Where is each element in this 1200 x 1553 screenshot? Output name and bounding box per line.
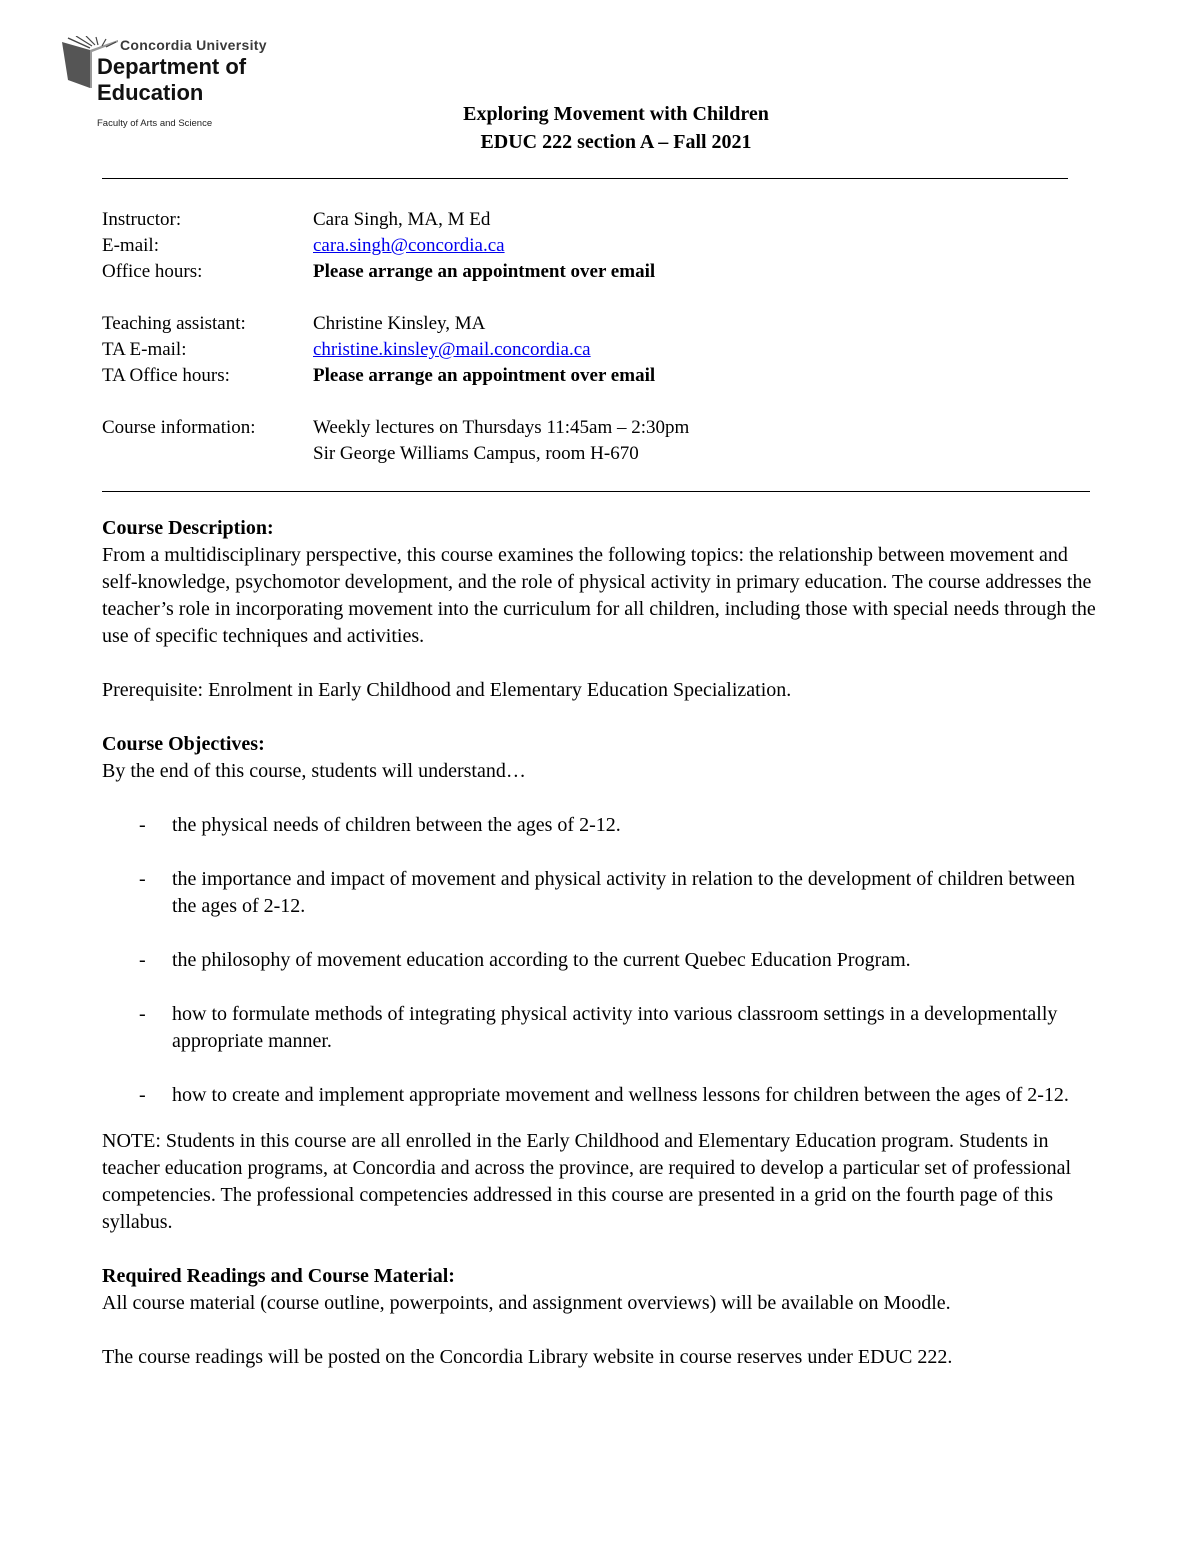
ta-email-label: TA E-mail: (102, 339, 187, 360)
office-hours-label: Office hours: (102, 261, 203, 282)
ta-email-link[interactable]: christine.kinsley@mail.concordia.ca (313, 339, 591, 360)
instructor-value: Cara Singh, MA, M Ed (313, 209, 491, 230)
course-info-schedule: Weekly lectures on Thursdays 11:45am – 2:30pm (313, 417, 690, 438)
objective-item (102, 812, 1102, 839)
course-description-text: From a multidisciplinary perspective, this course examines the following topics: the relationship between movement and self-knowledge, psychomotor development, and the role of physical activity in primary education. The course addresses the teacher’s role in incorporating movement into the curriculum for all children, including those with special needs through the use of specific techniques and activities. (102, 544, 1096, 647)
objective-item (102, 866, 1102, 920)
course-subtitle: EDUC 222 section A – Fall 2021 (480, 131, 752, 153)
objective-text: the philosophy of movement education according to the current Quebec Education Program. (172, 949, 911, 971)
ta-office-hours-label: TA Office hours: (102, 365, 230, 386)
prerequisite-text: Prerequisite: Enrolment in Early Childhood and Elementary Education Specialization. (102, 679, 792, 701)
header-divider (102, 178, 1068, 179)
objective-item (102, 1082, 1102, 1109)
objective-item (102, 947, 1102, 974)
email-label: E-mail: (102, 235, 159, 256)
dash-bullet-icon: - (139, 949, 146, 971)
course-objectives-heading: Course Objectives: (102, 733, 265, 755)
dash-bullet-icon: - (139, 1084, 146, 1106)
logo-department-name: Department of Education (97, 54, 247, 105)
course-info-location: Sir George Williams Campus, room H-670 (313, 443, 639, 464)
office-hours-value: Please arrange an appointment over email (313, 261, 656, 282)
info-divider (102, 491, 1090, 492)
ta-office-hours-value: Please arrange an appointment over email (313, 365, 656, 386)
course-description-heading: Course Description: (102, 517, 274, 539)
course-info-label: Course information: (102, 417, 256, 438)
ta-label: Teaching assistant: (102, 313, 246, 334)
required-readings-heading: Required Readings and Course Material: (102, 1265, 455, 1287)
logo-faculty-name: Faculty of Arts and Science (97, 118, 213, 129)
logo-university-name: Concordia University (120, 37, 267, 53)
ta-value: Christine Kinsley, MA (313, 313, 486, 334)
objective-text: how to create and implement appropriate movement and wellness lessons for children between the ages of 2-12. (172, 1084, 1069, 1106)
objective-text: the importance and impact of movement and physical activity in relation to the development of children between the ages of 2-12. (172, 868, 1076, 917)
dash-bullet-icon: - (139, 1003, 146, 1025)
note-text: NOTE: Students in this course are all enrolled in the Early Childhood and Elementary Education program. Students in teacher education programs, at Concordia and across the province, are required to develop a particular set of professional competencies. The professional competencies addressed in this course are presented in a grid on the fourth page of this syllabus. (102, 1130, 1072, 1233)
dash-bullet-icon: - (139, 814, 146, 836)
course-material-text: All course material (course outline, powerpoints, and assignment overviews) will be available on Moodle. (102, 1292, 951, 1314)
instructor-email-link[interactable]: cara.singh@concordia.ca (313, 235, 505, 256)
objective-text: the physical needs of children between the ages of 2-12. (172, 814, 621, 836)
objective-text: how to formulate methods of integrating physical activity into various classroom settings in a developmentally appropriate manner. (172, 1003, 1058, 1052)
course-readings-text: The course readings will be posted on the Concordia Library website in course reserves under EDUC 222. (102, 1346, 953, 1368)
objective-item (102, 1001, 1102, 1055)
course-objectives-intro: By the end of this course, students will understand… (102, 760, 526, 782)
syllabus-body (102, 515, 1102, 1371)
course-title-block (0, 100, 1200, 156)
instructor-label: Instructor: (102, 209, 182, 230)
dash-bullet-icon: - (139, 868, 146, 890)
course-title: Exploring Movement with Children (463, 103, 769, 125)
